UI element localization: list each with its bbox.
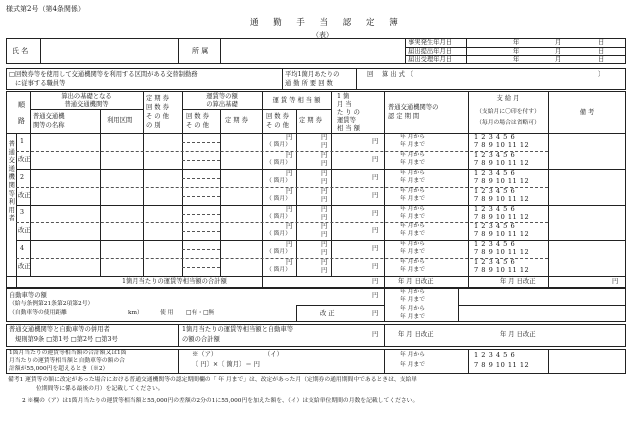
- fare-count-yen: 円: [286, 259, 293, 266]
- fare-count-months: （ 箇月）: [266, 142, 292, 148]
- fare-teiki-yen: 円: [321, 259, 328, 266]
- pay-months-top: 1 2 3 4 5 6: [474, 169, 516, 177]
- pay-months-bottom: 7 8 9 10 11 12: [474, 177, 530, 185]
- period-until: 年 月まで: [400, 196, 426, 202]
- period-from: 年 月から: [400, 241, 426, 247]
- limit-label: 1箇月当たりの運賃等相当額の合計額又は1箇: [9, 350, 127, 356]
- fare-teiki-yen: 円: [321, 170, 328, 177]
- col-price-basis: 運賃等の額: [206, 93, 238, 100]
- fare-count-yen: 円: [286, 241, 293, 248]
- fare-teiki-yen: 円: [321, 178, 328, 185]
- col-agency-name: 普通交通機: [33, 113, 65, 120]
- period-from: 年 月から: [400, 206, 426, 212]
- fare-count-months: （ 箇月）: [266, 178, 292, 184]
- col-period: 普通交通機関等の: [388, 104, 439, 111]
- fare-teiki-yen: 円: [321, 231, 328, 238]
- pay-months-bottom: 7 8 9 10 11 12: [474, 230, 530, 238]
- pay-months-top: 1 2 3 4 5 6: [474, 240, 516, 248]
- monthly-yen: 円: [372, 263, 379, 270]
- fare-count-months: （ 箇月）: [266, 267, 292, 273]
- combined-rule-checkbox[interactable]: 規則第9条 □第1号 □第2号 □第3号: [15, 336, 118, 343]
- note-1: 備考1 運賃等の額に改定があった場合における普通交通機関等の認定期間欄の「 年 月まで」は、改定があった月（定期券の通用期間中であるときは、支給単: [8, 377, 418, 383]
- monthly-yen: 円: [372, 174, 379, 181]
- fare-teiki-yen: 円: [321, 142, 328, 149]
- col-pay-month: 支 給 月: [496, 95, 520, 102]
- fare-count-months: （ 箇月）: [266, 160, 292, 166]
- fare-teiki-yen: 円: [321, 223, 328, 230]
- monthly-yen: 円: [372, 227, 379, 234]
- name-label: 氏 名: [12, 47, 29, 55]
- pay-months-top: 1 2 3 4 5 6: [474, 205, 516, 213]
- fare-teiki-yen: 円: [321, 134, 328, 141]
- monthly-yen: 円: [372, 192, 379, 199]
- col-section: 利用区間: [107, 117, 133, 124]
- fare-teiki-yen: 円: [321, 241, 328, 248]
- form-subtitle: （表）: [312, 31, 333, 39]
- fare-count-yen: 円: [286, 223, 293, 230]
- car-usage-checkbox[interactable]: □有・□無: [186, 310, 215, 316]
- pay-months-top: 1 2 3 4 5 6: [474, 151, 516, 159]
- fare-teiki-yen: 円: [321, 206, 328, 213]
- event-date-label: 事実発生年月日: [408, 39, 453, 46]
- form-number: 様式第2号（第4条関係）: [6, 5, 85, 13]
- submit-date-label: 届出提出年月日: [408, 47, 453, 55]
- pay-months-top: 1 2 3 4 5 6: [474, 133, 516, 141]
- form-title: 通 勤 手 当 認 定 簿: [250, 18, 404, 28]
- period-from: 年 月から: [400, 152, 426, 158]
- period-until: 年 月まで: [400, 178, 426, 184]
- fare-count-months: （ 箇月）: [266, 196, 292, 202]
- fare-teiki-yen: 円: [321, 160, 328, 167]
- period-from: 年 月から: [400, 223, 426, 229]
- fare-count-yen: 円: [286, 188, 293, 195]
- col-ticket-type: 定 期 券: [146, 95, 169, 102]
- note-2: 2 ※欄の（ア）は1箇月当たりの運賃等相当額と55,000円の差額の2分の1に55,000円を加えた額を、（イ）は支給単位期間の月数を記載してください。: [22, 398, 419, 404]
- fare-count-months: （ 箇月）: [266, 231, 292, 237]
- pay-months-bottom: 7 8 9 10 11 12: [474, 248, 530, 256]
- fare-count-months: （ 箇月）: [266, 214, 292, 220]
- col-order: 順: [18, 101, 25, 109]
- side-label: 普通交通機関等利用者: [7, 140, 15, 223]
- period-from: 年 月から: [400, 134, 426, 140]
- period-from: 年 月から: [400, 188, 426, 194]
- fare-teiki-yen: 円: [321, 267, 328, 274]
- fare-count-yen: 円: [286, 170, 293, 177]
- shift-worker-checkbox[interactable]: □回数券等を使用して交通機関等を利用する区間がある交替制勤務: [9, 71, 198, 78]
- period-until: 年 月まで: [400, 249, 426, 255]
- limit-formula: 〔 円〕×〔 箇月〕＝ 円: [192, 361, 260, 368]
- period-until: 年 月まで: [400, 214, 426, 220]
- col-monthly-fare: 1 箇: [337, 93, 350, 100]
- monthly-yen: 円: [372, 210, 379, 217]
- fare-teiki-yen: 円: [321, 249, 328, 256]
- dept-label: 所 属: [192, 47, 209, 55]
- period-until: 年 月まで: [400, 142, 426, 148]
- pay-months-bottom: 7 8 9 10 11 12: [474, 266, 530, 274]
- pay-months-top: 1 2 3 4 5 6: [474, 258, 516, 266]
- header-block: [6, 38, 626, 64]
- fare-teiki-yen: 円: [321, 196, 328, 203]
- fare-count-yen: 円: [286, 206, 293, 213]
- period-until: 年 月まで: [400, 231, 426, 237]
- monthly-yen: 円: [372, 138, 379, 145]
- pay-months-bottom: 7 8 9 10 11 12: [474, 159, 530, 167]
- col-remarks: 備 考: [579, 109, 595, 116]
- fare-teiki-yen: 円: [321, 188, 328, 195]
- fare-teiki-yen: 円: [321, 152, 328, 159]
- pay-months-top: 1 2 3 4 5 6: [474, 222, 516, 230]
- monthly-yen: 円: [372, 245, 379, 252]
- fare-count-yen: 円: [286, 152, 293, 159]
- period-from: 年 月から: [400, 259, 426, 265]
- period-until: 年 月まで: [400, 160, 426, 166]
- combined-label: 普通交通機関等と自動車等の併用者: [9, 326, 110, 333]
- pay-months-bottom: 7 8 9 10 11 12: [474, 213, 530, 221]
- period-until: 年 月まで: [400, 267, 426, 273]
- sum-label: 1箇月当たりの運賃等相当額の合計額: [122, 278, 227, 285]
- pay-months-top: 1 2 3 4 5 6: [474, 187, 516, 195]
- monthly-yen: 円: [372, 156, 379, 163]
- col-basis: 算出の基礎となる: [61, 93, 112, 100]
- car-label: 自動車等の額: [9, 292, 47, 299]
- calc-formula-label: 算 出 式 〔: [382, 71, 414, 78]
- receive-date-label: 届出受理年月日: [408, 56, 453, 63]
- pay-months-bottom: 7 8 9 10 11 12: [474, 141, 530, 149]
- fare-teiki-yen: 円: [321, 214, 328, 221]
- pay-months-bottom: 7 8 9 10 11 12: [474, 195, 530, 203]
- col-fare: 運 賃 等 相 当 額: [272, 97, 321, 104]
- fare-count-yen: 円: [286, 134, 293, 141]
- fare-count-months: （ 箇月）: [266, 249, 292, 255]
- period-from: 年 月から: [400, 170, 426, 176]
